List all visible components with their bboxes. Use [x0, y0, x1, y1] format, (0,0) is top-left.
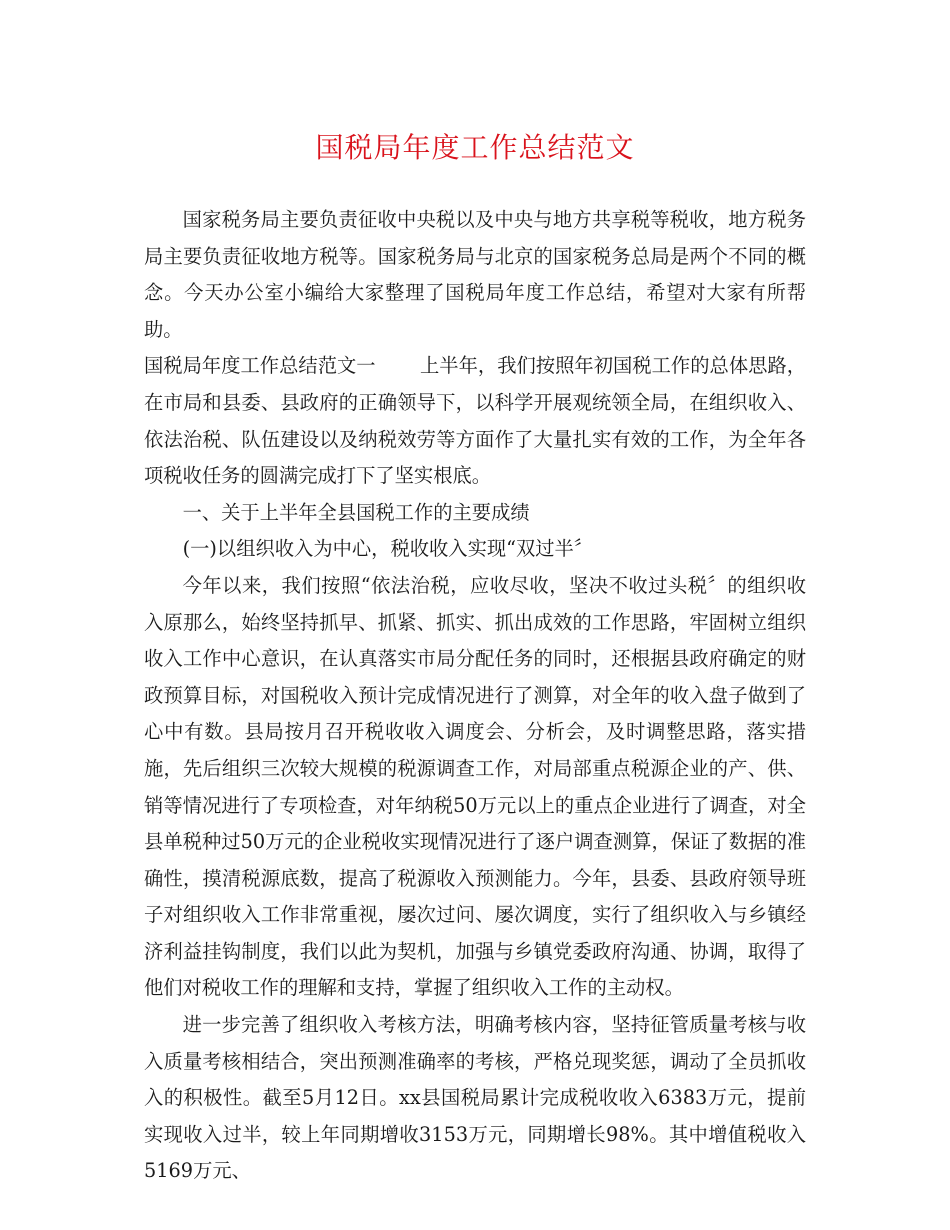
document-body	[144, 202, 806, 1190]
intro-paragraph: 国家税务局主要负责征收中央税以及中央与地方共享税等税收，地方税务局主要负责征收地方税等。国家税务局与北京的国家税务总局是两个不同的概念。今天办公室小编给大家整理了国税局年度工作总结，希望对大家有所帮助。	[144, 208, 806, 341]
subsection-heading: (一)以组织收入为中心，税收收入实现“双过半〞	[182, 537, 594, 561]
sample-paragraph	[144, 348, 806, 494]
sample-opening: 上半年，我们按照年初国税工作的总体思路，在市局和县委、县政府的正确领导下，以科学开展观统领全局，在组织收入、依法治税、队伍建设以及纳税效劳等方面作了大量扎实有效的工作，为全年各项税收任务的圆满完成打下了坚实根底。	[144, 354, 806, 488]
document-title: 国税局年度工作总结范文	[315, 131, 635, 164]
sample-label: 国税局年度工作总结范文一	[144, 354, 376, 378]
body-paragraph-1: 今年以来，我们按照“依法治税，应收尽收，坚决不收过头税〞的组织收入原那么，始终坚持抓早、抓紧、抓实、抓出成效的工作思路，牢固树立组织收入工作中心意识，在认真落实市局分配任务的同时，还根据县政府确定的财政预算目标，对国税收入预计完成情况进行了测算，对全年的收入盘子做到了心中有数。县局按月召开税收收入调度会、分析会，及时调整思路，落实措施，先后组织三次较大规模的税源调查工作，对局部重点税源企业的产、供、销等情况进行了专项检查，对年纳税50万元以上的重点企业进行了调查，对全县单税种过50万元的企业税收实现情况进行了逐户调查测算，保证了数据的准确性，摸清税源底数，提高了税源收入预测能力。今年，县委、县政府领导班子对组织收入工作非常重视，屡次过问、屡次调度，实行了组织收入与乡镇经济利益挂钩制度，我们以此为契机，加强与乡镇党委政府沟通、协调，取得了他们对税收工作的理解和支持，掌握了组织收入工作的主动权。	[144, 573, 806, 1000]
body-paragraph-2: 进一步完善了组织收入考核方法，明确考核内容，坚持征管质量考核与收入质量考核相结合，突出预测准确率的考核，严格兑现奖惩，调动了全员抓收入的积极性。截至5月12日。xx县国税局累计完成税收收入6383万元，提前实现收入过半，较上年同期增收3153万元，同期增长98%。其中增值税收入5169万元、	[144, 1013, 806, 1183]
section-heading: 一、关于上半年全县国税工作的主要成绩	[182, 500, 530, 524]
